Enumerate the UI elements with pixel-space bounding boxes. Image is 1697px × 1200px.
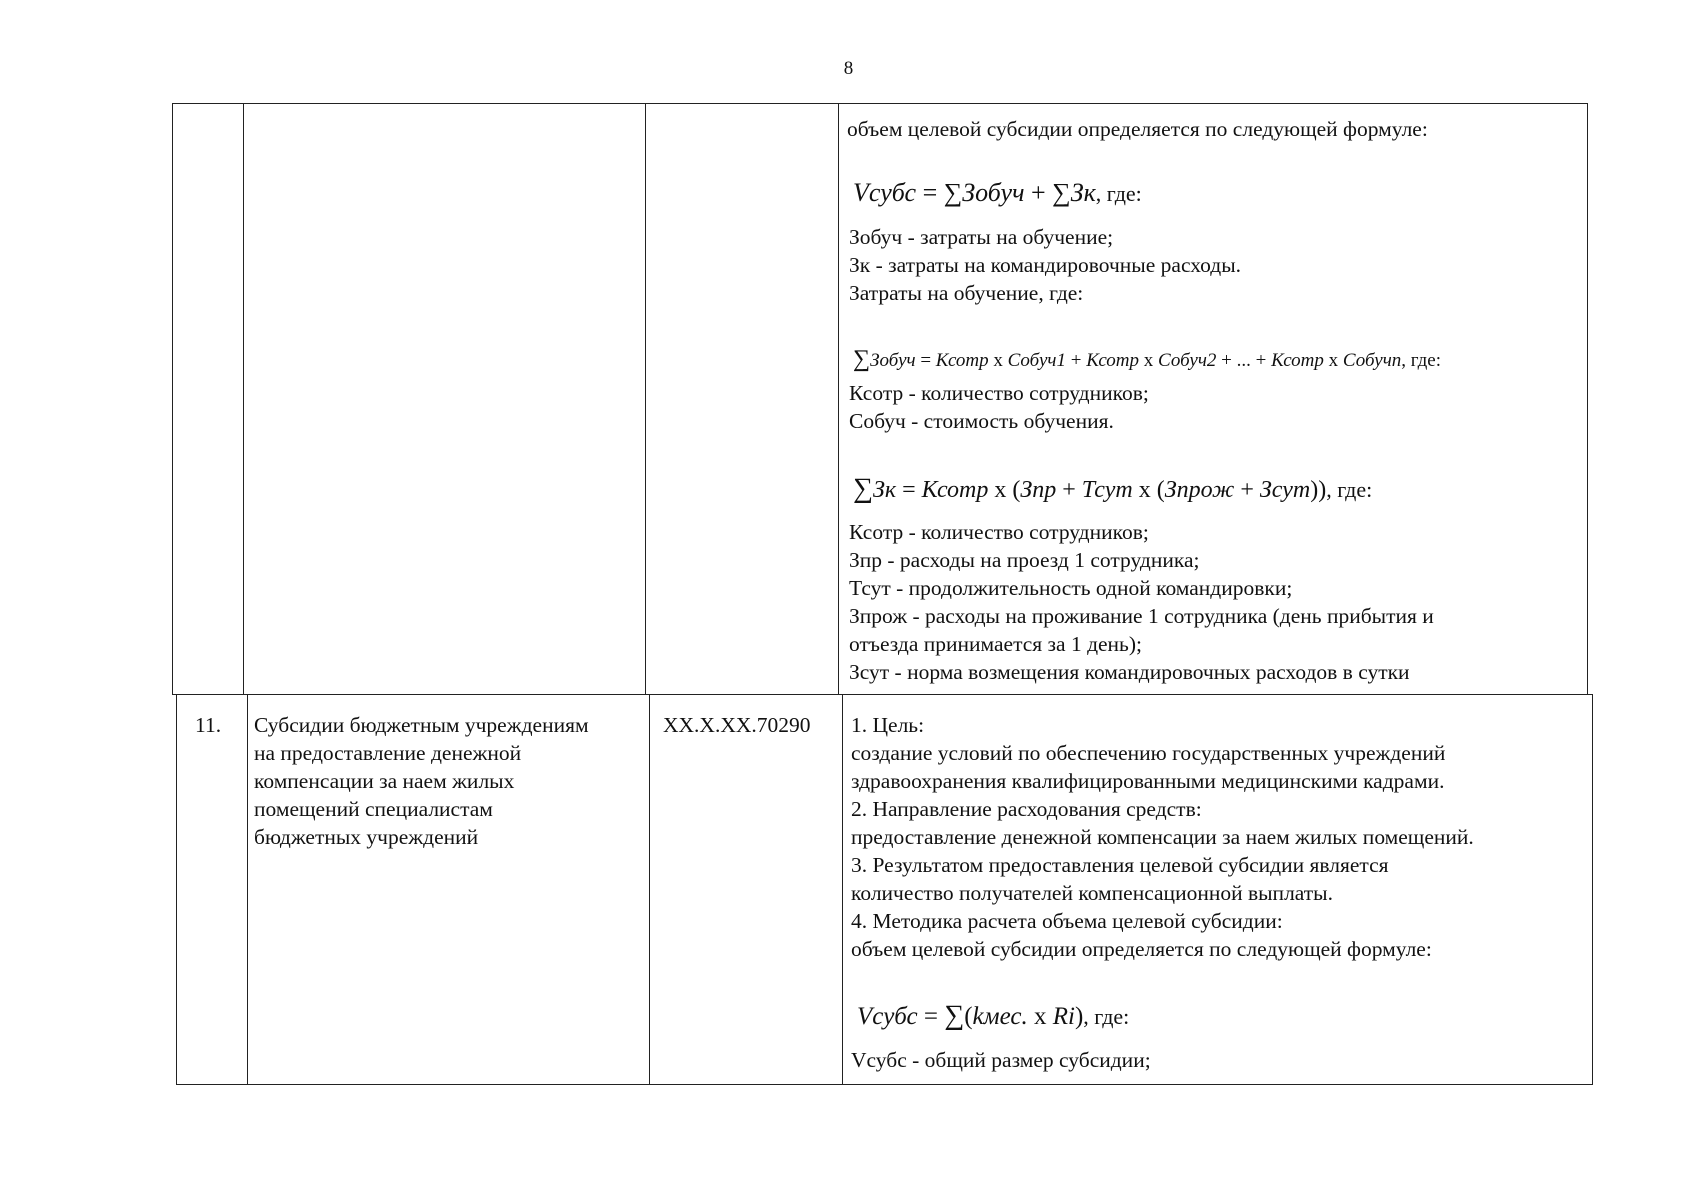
definition-line: Зк - затраты на командировочные расходы. bbox=[849, 253, 1242, 277]
col-divider-3 bbox=[838, 103, 839, 695]
definition-line: Затраты на обучение, где: bbox=[849, 281, 1084, 305]
formula2-suffix: , где: bbox=[1401, 350, 1441, 371]
description-line: здравоохранения квалифицированными медицинскими кадрами. bbox=[851, 769, 1445, 793]
budget-code: XX.X.XX.70290 bbox=[663, 713, 811, 737]
formula2-k: Ксотр bbox=[935, 350, 989, 371]
col-divider-2b bbox=[649, 694, 650, 1085]
formula3-x: х bbox=[1138, 477, 1151, 503]
formula4-open: ( bbox=[964, 1003, 973, 1030]
sigma-icon: ∑ bbox=[1052, 178, 1071, 207]
formula1-term1: Зобуч bbox=[962, 178, 1025, 207]
formula2-x: х bbox=[1143, 350, 1154, 371]
col-divider-3b bbox=[842, 694, 843, 1085]
formula2-x: х bbox=[1328, 350, 1339, 371]
formula3-zpr: Зпр bbox=[1020, 477, 1057, 503]
formula4-x: х bbox=[1033, 1003, 1047, 1030]
formula3-open2: ( bbox=[1156, 477, 1165, 503]
formula4-lhs: Vсубс bbox=[857, 1003, 918, 1030]
formula3-suffix: , где: bbox=[1326, 477, 1373, 502]
formula1-lhs: Vсубс bbox=[853, 178, 917, 207]
formula2-lhs: Зобуч bbox=[870, 350, 916, 371]
row-number: 11. bbox=[195, 713, 222, 737]
formula1-term2: Зк bbox=[1070, 178, 1096, 207]
subsidy-name bbox=[254, 711, 589, 851]
definitions-block-1 bbox=[849, 223, 1241, 307]
definition-line: Зобуч - затраты на обучение; bbox=[849, 225, 1114, 249]
last-definition: Vсубс - общий размер субсидии; bbox=[851, 1048, 1151, 1072]
definition-line: Собуч - стоимость обучения. bbox=[849, 409, 1114, 433]
sigma-icon: ∑ bbox=[853, 346, 871, 372]
formula1-eq: = bbox=[922, 178, 938, 207]
description-line: предоставление денежной компенсации за наем жилых помещений. bbox=[851, 825, 1474, 849]
definition-line: Зпр - расходы на проезд 1 сотрудника; bbox=[849, 548, 1200, 572]
formula2-k: Ксотр bbox=[1271, 350, 1324, 371]
formula3-tsut: Тсут bbox=[1081, 477, 1133, 503]
definition-line: Ксотр - количество сотрудников; bbox=[849, 381, 1149, 405]
formula4-kmes: kмес. bbox=[972, 1003, 1028, 1030]
formula1-suffix: , где: bbox=[1095, 181, 1142, 206]
formula-vsubs-kmes bbox=[857, 1000, 1129, 1032]
description-line: 1. Цель: bbox=[851, 713, 925, 737]
formula2-ellipsis: ... bbox=[1236, 350, 1251, 371]
formula2-plus: + bbox=[1070, 350, 1082, 371]
sigma-icon: ∑ bbox=[853, 473, 873, 504]
formula3-open: ( bbox=[1012, 477, 1021, 503]
description-top: объем целевой субсидии определяется по следующей формуле: bbox=[847, 117, 1428, 141]
col-divider-2 bbox=[645, 103, 646, 695]
formula2-eq: = bbox=[920, 350, 932, 371]
subsidy-name-line: компенсации за наем жилых bbox=[254, 769, 515, 793]
subsidy-name-line: Субсидии бюджетным учреждениям bbox=[254, 713, 589, 737]
formula-zk bbox=[853, 473, 1372, 505]
subsidy-name-line: помещений специалистам bbox=[254, 797, 493, 821]
subsidy-name-line: бюджетных учреждений bbox=[254, 825, 479, 849]
description-line: количество получателей компенсационной выплаты. bbox=[851, 881, 1333, 905]
sigma-icon: ∑ bbox=[944, 1000, 965, 1031]
formula3-k: Ксотр bbox=[921, 477, 989, 503]
formula4-ri: Ri bbox=[1052, 1003, 1075, 1030]
description-line: 4. Методика расчета объема целевой субсидии: bbox=[851, 909, 1283, 933]
formula3-zsut: Зсут bbox=[1259, 477, 1311, 503]
description-line: 3. Результатом предоставления целевой субсидии является bbox=[851, 853, 1389, 877]
formula2-plus: + bbox=[1221, 350, 1232, 371]
definitions-block-3 bbox=[849, 518, 1434, 686]
col-divider-1b bbox=[247, 694, 248, 1085]
formula4-eq: = bbox=[923, 1003, 938, 1030]
definition-line: Зпрож - расходы на проживание 1 сотрудника (день прибытия и bbox=[849, 604, 1434, 628]
formula3-lhs: Зк bbox=[872, 477, 897, 503]
formula3-eq: = bbox=[902, 477, 916, 503]
description-line: объем целевой субсидии определяется по следующей формуле: bbox=[851, 937, 1432, 961]
definition-line: Тсут - продолжительность одной командировки; bbox=[849, 576, 1293, 600]
description-line: создание условий по обеспечению государственных учреждений bbox=[851, 741, 1446, 765]
col-divider-1 bbox=[243, 103, 244, 695]
formula2-plus: + bbox=[1255, 350, 1267, 371]
definition-line: Ксотр - количество сотрудников; bbox=[849, 520, 1149, 544]
formula2-c2: Собуч2 bbox=[1158, 350, 1217, 371]
formula1-plus: + bbox=[1031, 178, 1046, 207]
formula-vsubs-total bbox=[853, 178, 1142, 208]
subsidy-name-line: на предоставление денежной bbox=[254, 741, 522, 765]
formula3-close: )) bbox=[1310, 477, 1327, 503]
formula3-plus: + bbox=[1062, 477, 1076, 503]
definition-line: отъезда принимается за 1 день); bbox=[849, 632, 1142, 656]
sigma-icon: ∑ bbox=[943, 178, 963, 207]
subsidy-description bbox=[851, 711, 1474, 963]
page-number: 8 bbox=[843, 58, 854, 79]
formula4-suffix: , где: bbox=[1083, 1004, 1130, 1029]
formula2-cn: Собучn bbox=[1342, 350, 1402, 371]
formula3-zprozh: Зпрож bbox=[1164, 477, 1235, 503]
formula2-k: Ксотр bbox=[1086, 350, 1140, 371]
definition-line: Зсут - норма возмещения командировочных расходов в сутки bbox=[849, 660, 1410, 684]
formula2-c1: Собуч1 bbox=[1007, 350, 1066, 371]
formula3-plus: + bbox=[1240, 477, 1254, 503]
formula2-x: х bbox=[993, 350, 1003, 371]
description-line: 2. Направление расходования средств: bbox=[851, 797, 1202, 821]
formula-zobuch bbox=[853, 346, 1441, 373]
formula4-close: ) bbox=[1074, 1003, 1084, 1030]
formula3-x: х bbox=[994, 477, 1007, 503]
definitions-block-2 bbox=[849, 379, 1149, 435]
